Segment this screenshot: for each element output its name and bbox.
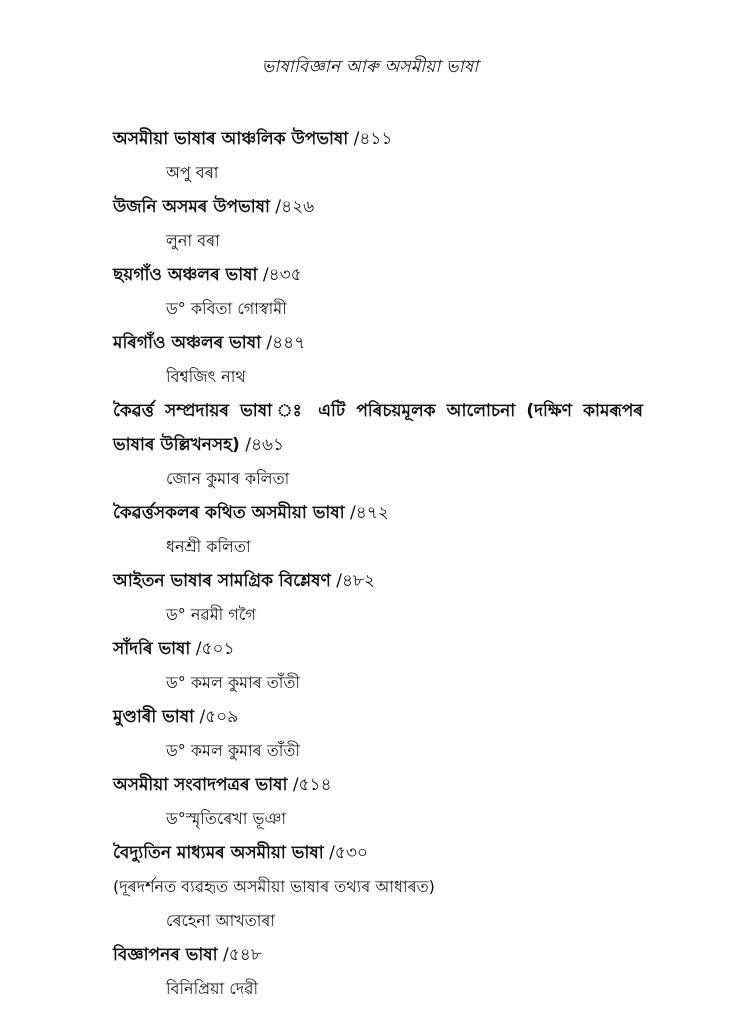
toc-entry [113,190,643,258]
entry-title: বৈদ্যুতিন মাধ্যমৰ অসমীয়া ভাষা [113,843,324,863]
toc-entry [113,394,643,496]
entry-title: অসমীয়া ভাষাৰ আঞ্চলিক উপভাষা [113,129,349,149]
entry-title-line[interactable] [113,700,643,734]
entry-title-line[interactable] [113,632,643,666]
toc-entry [113,768,643,836]
toc-entry [113,496,643,564]
toc-entry [113,632,643,700]
entry-author: ড° কবিতা গোস্বামী [166,299,287,318]
entry-title-line[interactable] [113,394,643,462]
entry-page-number: /৫১৪ [287,775,332,795]
entry-page-number: /৪৬১ [239,435,285,455]
entry-title-line[interactable] [113,564,643,598]
entry-author: লুনা বৰা [166,231,220,250]
entry-page-number: /৫৩০ [323,843,368,863]
entry-page-number: /৪৪৭ [261,333,306,353]
entry-title-line[interactable] [113,496,643,530]
entry-title: কৈৱৰ্ত্ত সম্প্ৰদায়ৰ ভাষা ঃ এটি পৰিচয়মূলক আলোচনা (দক্ষিণ কামৰূপৰ ভাষাৰ উল্লিখনসহ) [113,401,643,455]
entry-author: ধনশ্ৰী কলিতা [166,537,251,556]
entry-page-number: /৫০১ [190,639,235,659]
entry-title: উজনি অসমৰ উপভাষা [113,197,270,217]
entry-title: আইতন ভাষাৰ সামগ্ৰিক বিশ্লেষণ [113,571,331,591]
entry-title: কৈৱৰ্ত্তসকলৰ কথিত অসমীয়া ভাষা [113,503,345,523]
entry-title-line[interactable] [113,938,643,972]
entry-page-number: /৪২৬ [269,197,315,217]
toc-entry [113,258,643,326]
entry-author: ড° নৱমী গগৈ [166,605,257,624]
entry-page-number: /৫০৯ [194,707,239,727]
running-head: ভাষাবিজ্ঞান আৰু অসমীয়া ভাষা [261,57,479,77]
toc-entry [113,122,643,190]
entry-author: ড°স্মৃতিৰেখা ভূঞা [166,809,286,828]
entry-author: ৰেহেনা আখতাৰা [166,911,276,930]
toc-entry [113,938,643,1006]
entry-title: মৰিগাঁও অঞ্চলৰ ভাষা [113,333,262,353]
entry-page-number: /৪৮২ [330,571,376,591]
table-of-contents [113,122,643,1006]
entry-title-line[interactable] [113,768,643,802]
entry-author: বিনিপ্ৰিয়া দেৱী [166,979,259,998]
entry-title-line[interactable] [113,190,643,224]
toc-entry [113,564,643,632]
entry-page-number: /৪৭২ [344,503,389,523]
entry-author: ড° কমল কুমাৰ তাঁতী [166,673,300,692]
entry-title-line[interactable] [113,326,643,360]
entry-title: সাঁদৰি ভাষা [113,639,191,659]
entry-title-line[interactable] [113,258,643,292]
entry-author: অপু বৰা [166,163,219,182]
toc-entry [113,836,643,938]
entry-title: ছয়গাঁও অঞ্চলৰ ভাষা [113,265,258,285]
entry-subtitle-note: (দূৰদৰ্শনত ব্যৱহৃত অসমীয়া ভাষাৰ তথ্যৰ আধাৰত) [113,877,435,896]
toc-entry [113,700,643,768]
entry-author: বিশ্বজিৎ নাথ [166,367,246,386]
entry-page-number: /৪১১ [348,129,393,149]
entry-page-number: /৫৪৮ [217,945,262,965]
entry-title: বিজ্ঞাপনৰ ভাষা [113,945,218,965]
entry-page-number: /৪৩৫ [257,265,302,285]
toc-entry [113,326,643,394]
entry-title: অসমীয়া সংবাদপত্ৰৰ ভাষা [113,775,288,795]
entry-title-line[interactable] [113,122,643,156]
entry-title: মুণ্ডাৰী ভাষা [113,707,195,727]
entry-author: ড° কমল কুমাৰ তাঁতী [166,741,300,760]
entry-author: জোন কুমাৰ কলিতা [166,469,290,488]
entry-title-line[interactable] [113,836,643,870]
